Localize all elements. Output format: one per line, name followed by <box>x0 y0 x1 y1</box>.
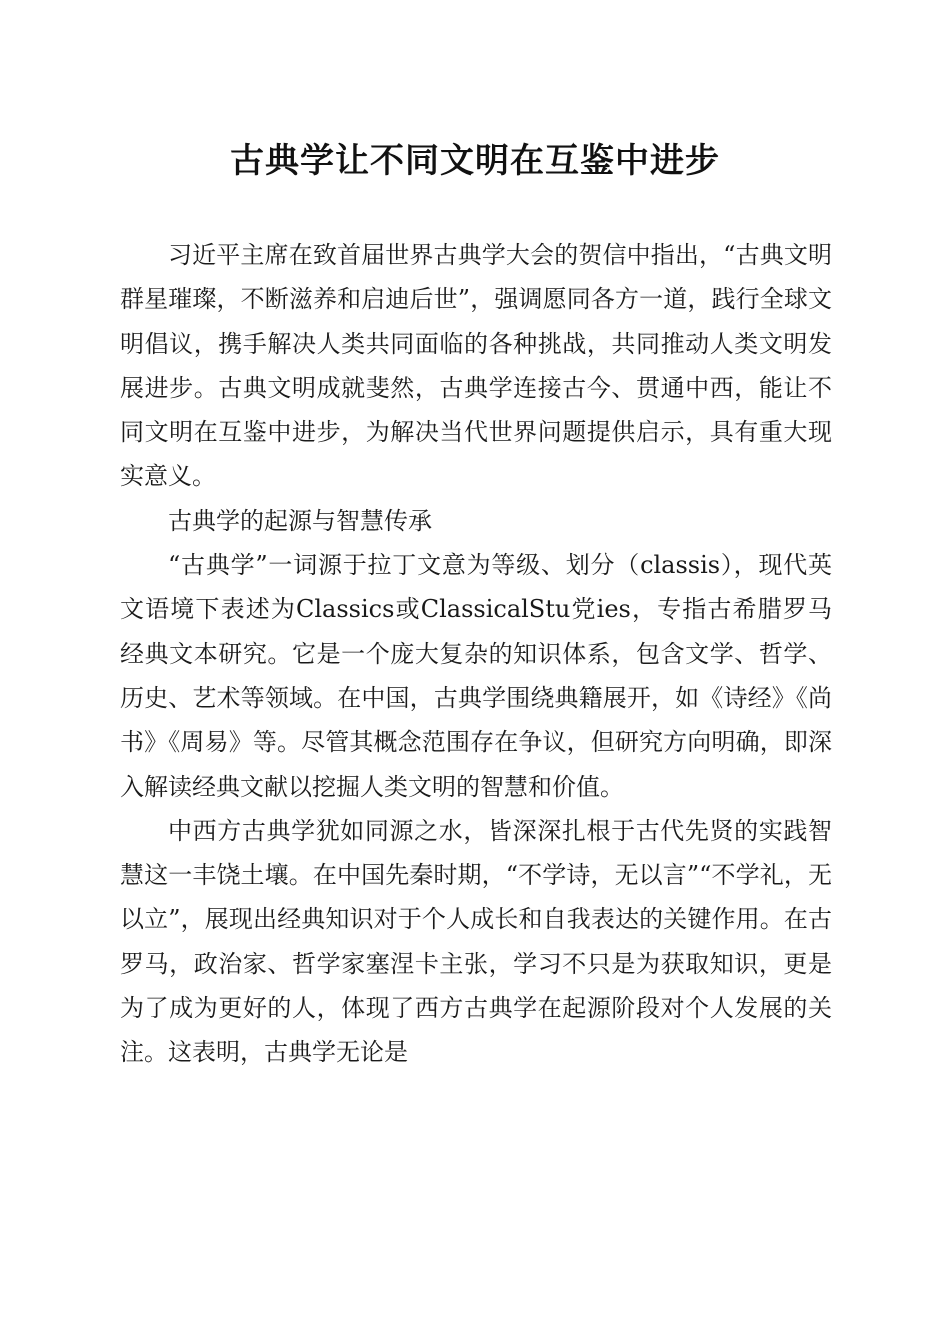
document-title: 古典学让不同文明在互鉴中进步 <box>230 141 720 181</box>
paragraph-origin: “古典学”一词源于拉丁文意为等级、划分（classis），现代英文语境下表述为Classics或ClassicalStu党ies，专指古希腊罗马经典文本研究。它是一个庞大复杂的知识体系，包含文学、哲学、历史、艺术等领域。在中国，古典学围绕典籍展开，如《诗经》《尚书》《周易》等。尽管其概念范围存在争议，但研究方向明确，即深入解读经典文献以挖掘人类文明的智慧和价值。 <box>120 551 832 801</box>
paragraph-east-west: 中西方古典学犹如同源之水，皆深深扎根于古代先贤的实践智慧这一丰饶土壤。在中国先秦时期，“不学诗，无以言”“不学礼，无以立”，展现出经典知识对于个人成长和自我表达的关键作用。在古罗马，政治家、哲学家塞涅卡主张，学习不只是为获取知识，更是为了成为更好的人，体现了西方古典学在起源阶段对个人发展的关注。这表明，古典学无论是 <box>120 816 832 1067</box>
document-body <box>120 233 832 1075</box>
paragraph-intro: 习近平主席在致首届世界古典学大会的贺信中指出，“古典文明群星璀璨，不断滋养和启迪后世”，强调愿同各方一道，践行全球文明倡议，携手解决人类共同面临的各种挑战，共同推动人类文明发展进步。古典文明成就斐然，古典学连接古今、贯通中西，能让不同文明在互鉴中进步，为解决当代世界问题提供启示，具有重大现实意义。 <box>120 241 832 491</box>
section-heading: 古典学的起源与智慧传承 <box>168 506 432 535</box>
